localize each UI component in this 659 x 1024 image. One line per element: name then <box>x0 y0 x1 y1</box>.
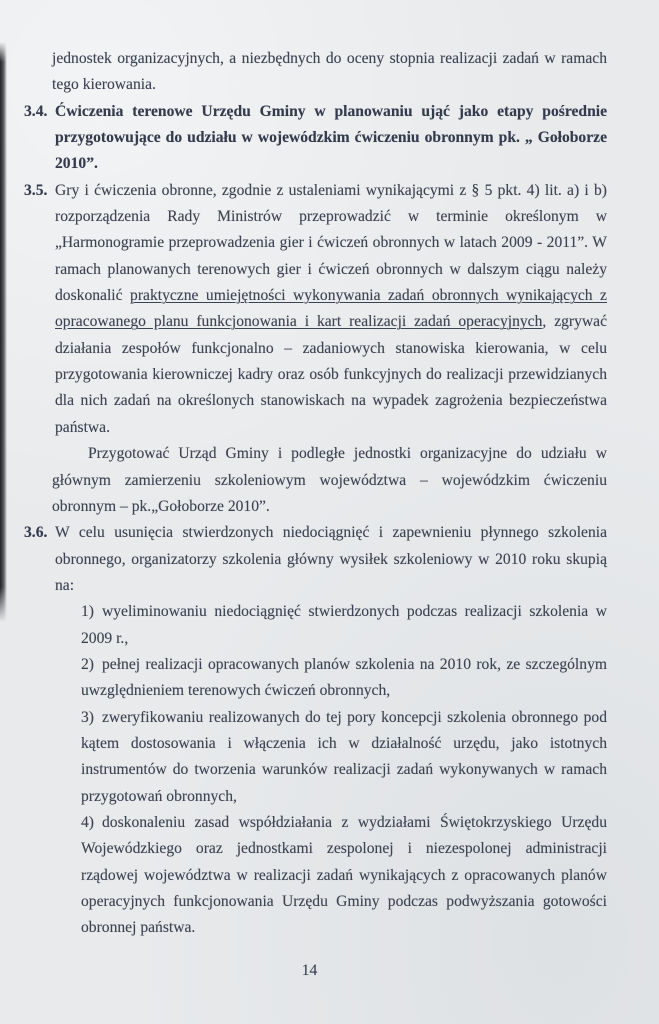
section-3-6 <box>24 520 607 942</box>
page-number: 14 <box>301 962 318 979</box>
section-3-5 <box>24 178 608 520</box>
section-3-4 <box>24 99 607 178</box>
list-item <box>81 599 607 652</box>
section-number: 3.5. <box>24 181 48 199</box>
list-item <box>81 652 607 705</box>
paragraph-continuation: jednostek organizacyjnych, a niezbędnych do oceny stopnia realizacji zadań w ramach tego kierowania. <box>52 50 607 94</box>
list-item-marker: 4) <box>81 813 94 831</box>
list-item-marker: 2) <box>81 655 94 673</box>
list-item-text: zweryfikowaniu realizowanych do tej pory koncepcji szkolenia obronnego pod kątem dostosowania i włączenia ich w działalność urzędu, jako istotnych instrumentów do tworzenia warunków realizacji zadań wykonywanych w ramach przygotowań obronnych, <box>81 708 607 805</box>
section-text: W celu usunięcia stwierdzonych niedociągnięć i zapewnieniu płynnego szkolenia obronnego, organizatorzy szkolenia główny wysiłek szkoleniowy w 2010 roku skupią na: <box>55 524 607 594</box>
page-content <box>24 46 608 942</box>
paragraph-indented: Przygotować Urząd Gminy i podległe jednostki organizacyjne do udziału w głównym zamierzeniu szkoleniowym województwa – wojewódzkim ćwiczeniu obronnym – pk.„Gołoborze 2010”. <box>52 445 607 515</box>
list-item-marker: 3) <box>81 708 94 726</box>
text-run: Gry i ćwiczenia obronne, zgodnie z ustaleniami wynikającymi z § 5 pkt. 4) lit. a) i b) rozporządzenia Rady Ministrów przeprowadzić w terminie określonym w „Harmonogramie przeprowadzenia gier i ćwiczeń obronnych w latach 2009 - 2011”. W ramach planowanych terenowych gier i ćwiczeń obronnych w dalszym ciągu należy doskonalić <box>55 181 607 305</box>
list-item-text: wyeliminowaniu niedociągnięć stwierdzonych podczas realizacji szkolenia w 2009 r., <box>81 603 607 647</box>
list-item <box>81 705 607 810</box>
underlined-phrase: praktyczne umiejętności wykonywania zadań obronnych wynikających z opracowanego planu funkcjonowania i kart realizacji zadań operacyjnych <box>55 287 607 331</box>
section-number: 3.6. <box>24 524 48 542</box>
section-number: 3.4. <box>24 102 48 120</box>
list-item <box>81 810 607 942</box>
scan-edge-artifact <box>0 42 7 622</box>
list-item-text: doskonaleniu zasad współdziałania z wydziałami Świętokrzyskiego Urzędu Wojewódzkiego oraz jednostkami zespolonej i niezespolonej administracji rządowej województwa w realizacji zadań wynikających z opracowanych planów operacyjnych funkcjonowania Urzędu Gminy podczas podwyższania gotowości obronnej państwa. <box>81 813 607 937</box>
numbered-list <box>81 599 607 941</box>
list-item-text: pełnej realizacji opracowanych planów szkolenia na 2010 rok, ze szczególnym uwzględnieniem terenowych ćwiczeń obronnych, <box>81 655 607 700</box>
section-text <box>55 178 607 441</box>
list-item-marker: 1) <box>81 603 94 621</box>
text-run: , zgrywać działania zespołów funkcjonalno – zadaniowych stanowiska kierowania, w celu przygotowania kierowniczej kadry oraz osób funkcyjnych do realizacji przewidzianych dla nich zadań na określonych stanowiskach na wypadek zagrożenia bezpieczeństwa państwa. <box>55 313 608 436</box>
section-text: Ćwiczenia terenowe Urzędu Gminy w planowaniu ująć jako etapy pośrednie przygotowujące do udziału w wojewódzkim ćwiczeniu obronnym pk. „ Gołoborze 2010”. <box>55 102 607 173</box>
